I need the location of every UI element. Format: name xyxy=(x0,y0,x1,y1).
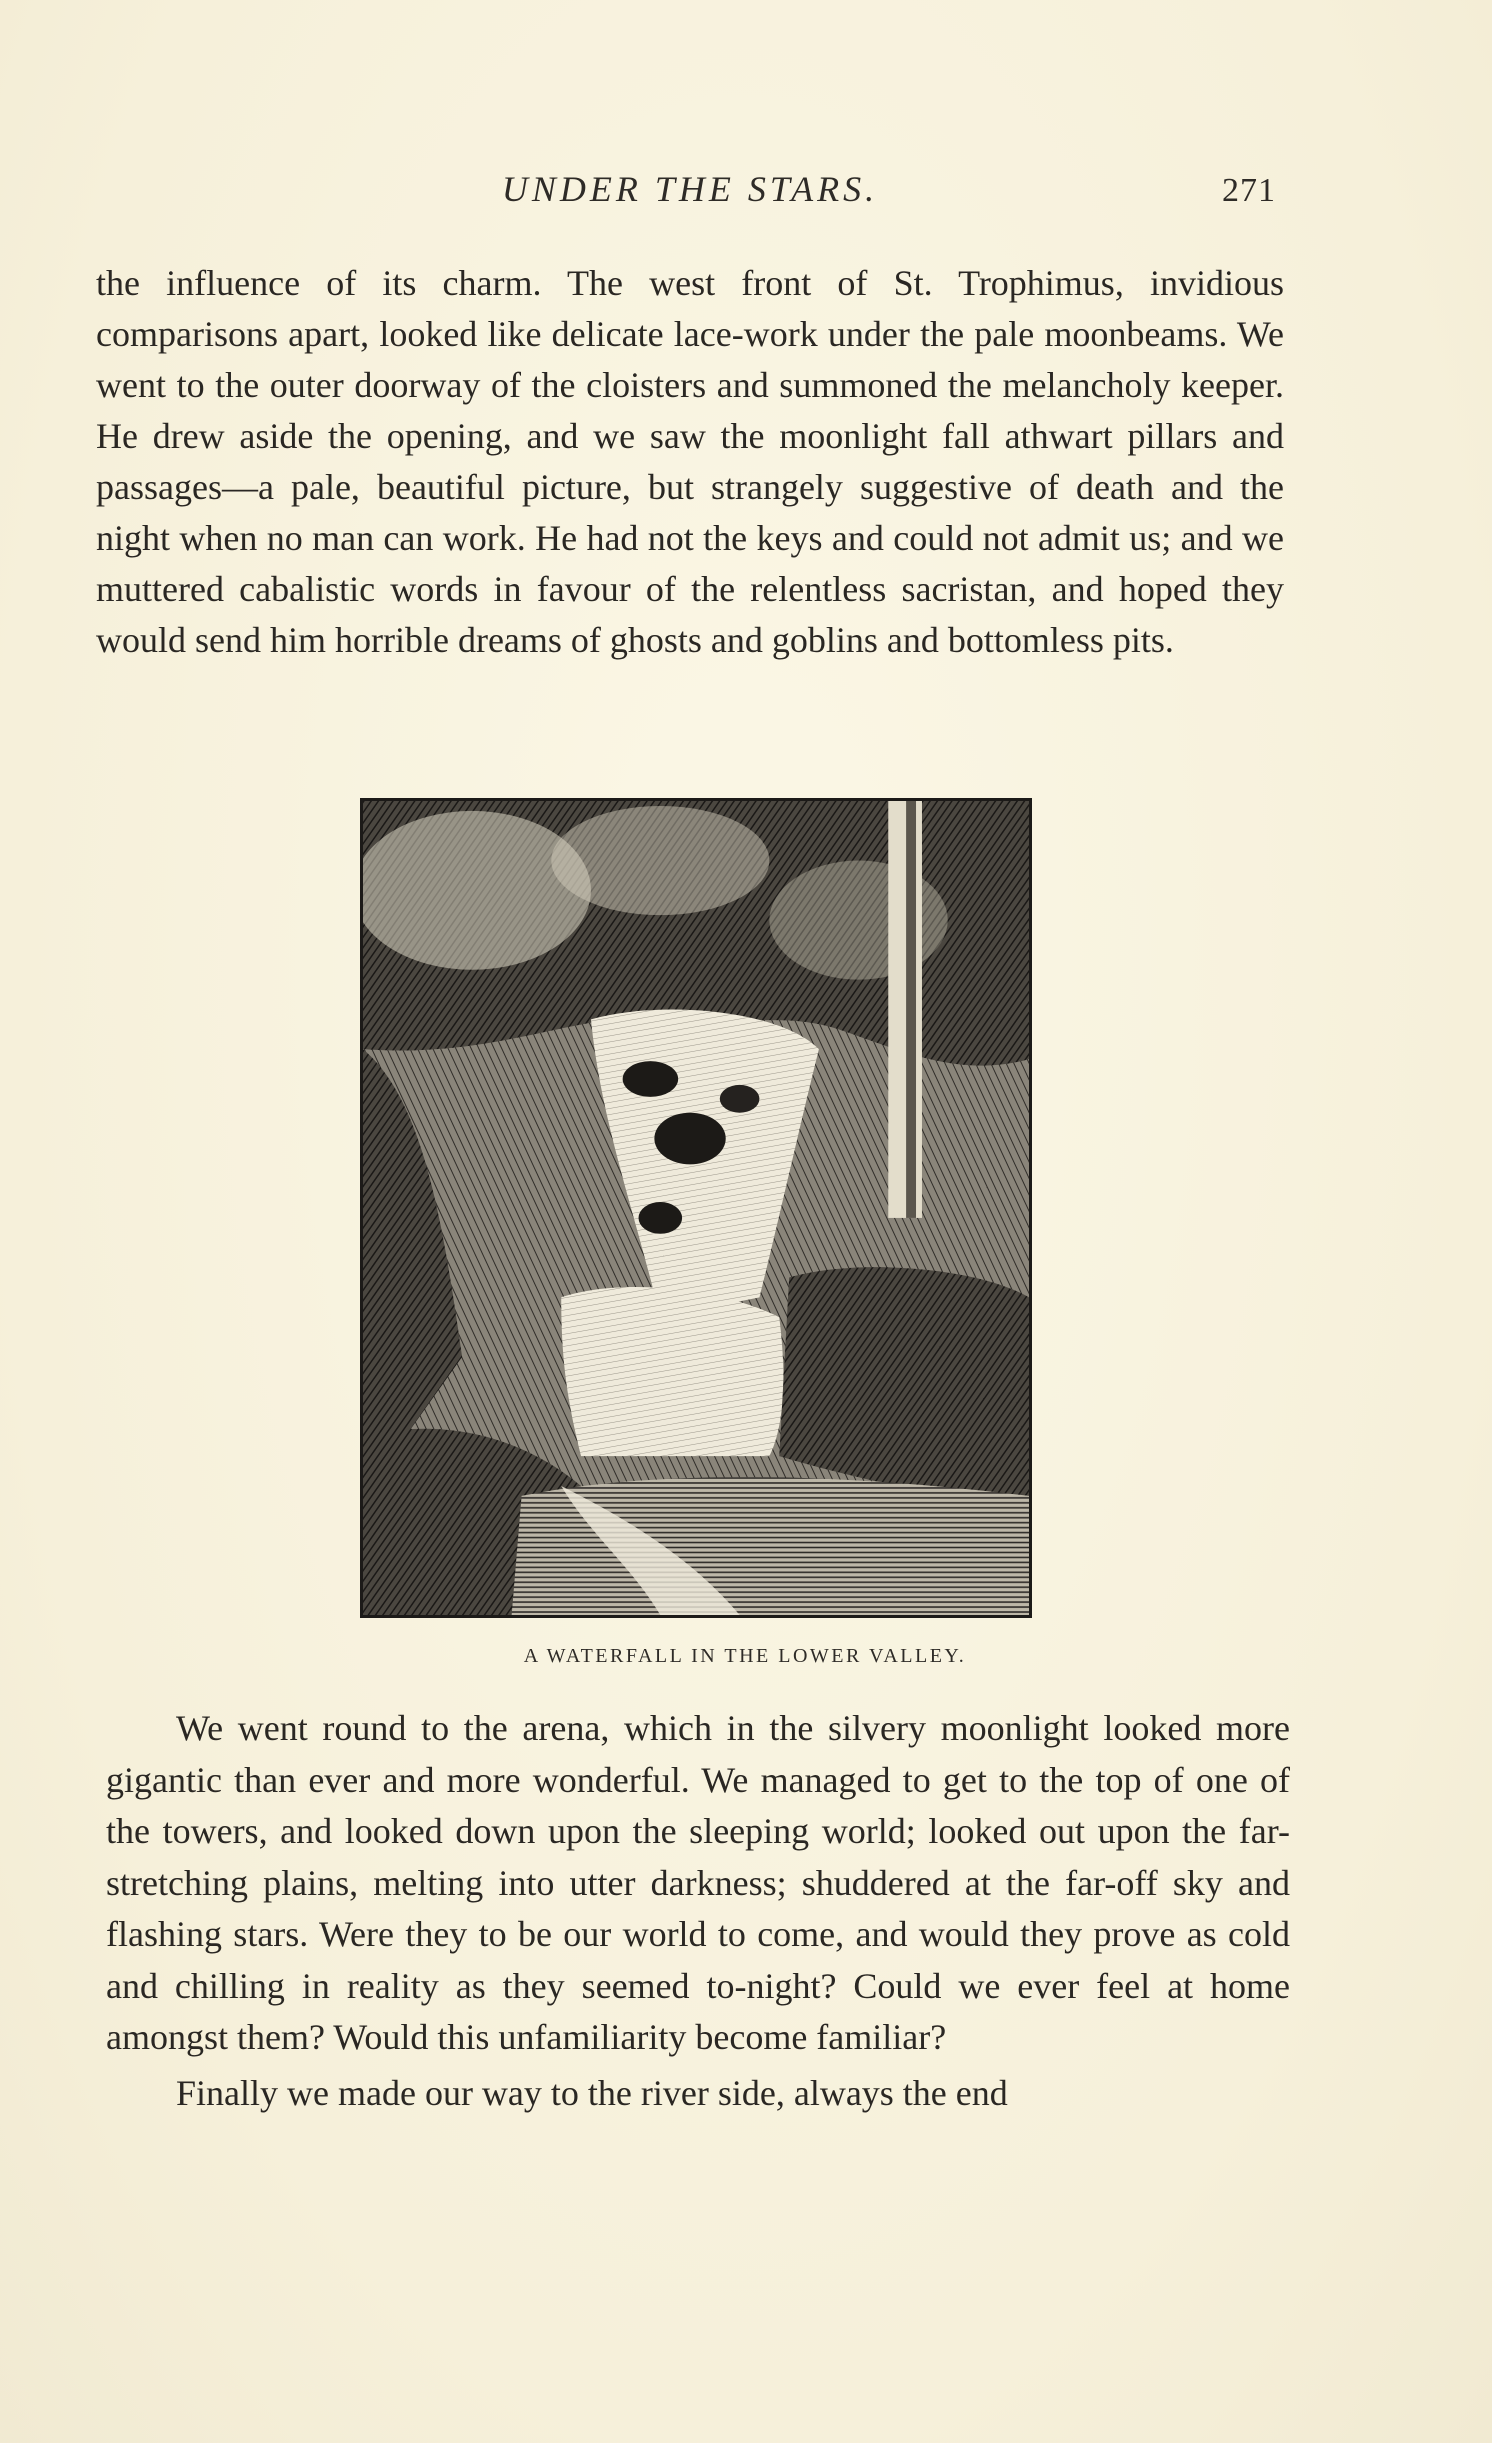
body-text-top xyxy=(96,258,1284,666)
running-head: UNDER THE STARS. xyxy=(501,169,879,209)
paragraph: the influence of its charm. The west front of St. Trophimus, invidious comparisons apart, looked like delicate lace-work under the pale moonbeams. We went to the outer doorway of the cloisters and summoned the melancholy keeper. He drew aside the opening, and we saw the moonlight fall athwart pillars and passages—a pale, beautiful picture, but strangely suggestive of death and the night when no man can work. He had not the keys and could not admit us; and we muttered cabalistic words in favour of the relentless sacristan, and hoped they would send him horrible dreams of ghosts and goblins and bottomless pits. xyxy=(96,263,1284,660)
paragraph: Finally we made our way to the river side, always the end xyxy=(176,2072,1008,2113)
page-number: 271 xyxy=(1222,172,1276,209)
paragraph: We went round to the arena, which in the silvery moonlight looked more gigantic than ever and more wonderful. We managed to get to the top of one of the towers, and looked down upon the sleeping world; looked out upon the far-stretching plains, melting into utter darkness; shuddered at the far-off sky and flashing stars. Were they to be our world to come, and would they prove as cold and chilling in reality as they seemed to-night? Could we ever feel at home amongst them? Would this unfamiliarity become familiar? xyxy=(106,1708,1290,2057)
body-text-bottom xyxy=(106,1703,1290,2119)
figure-caption: A WATERFALL IN THE LOWER VALLEY. xyxy=(523,1645,967,1667)
waterfall-engraving xyxy=(360,798,1032,1618)
